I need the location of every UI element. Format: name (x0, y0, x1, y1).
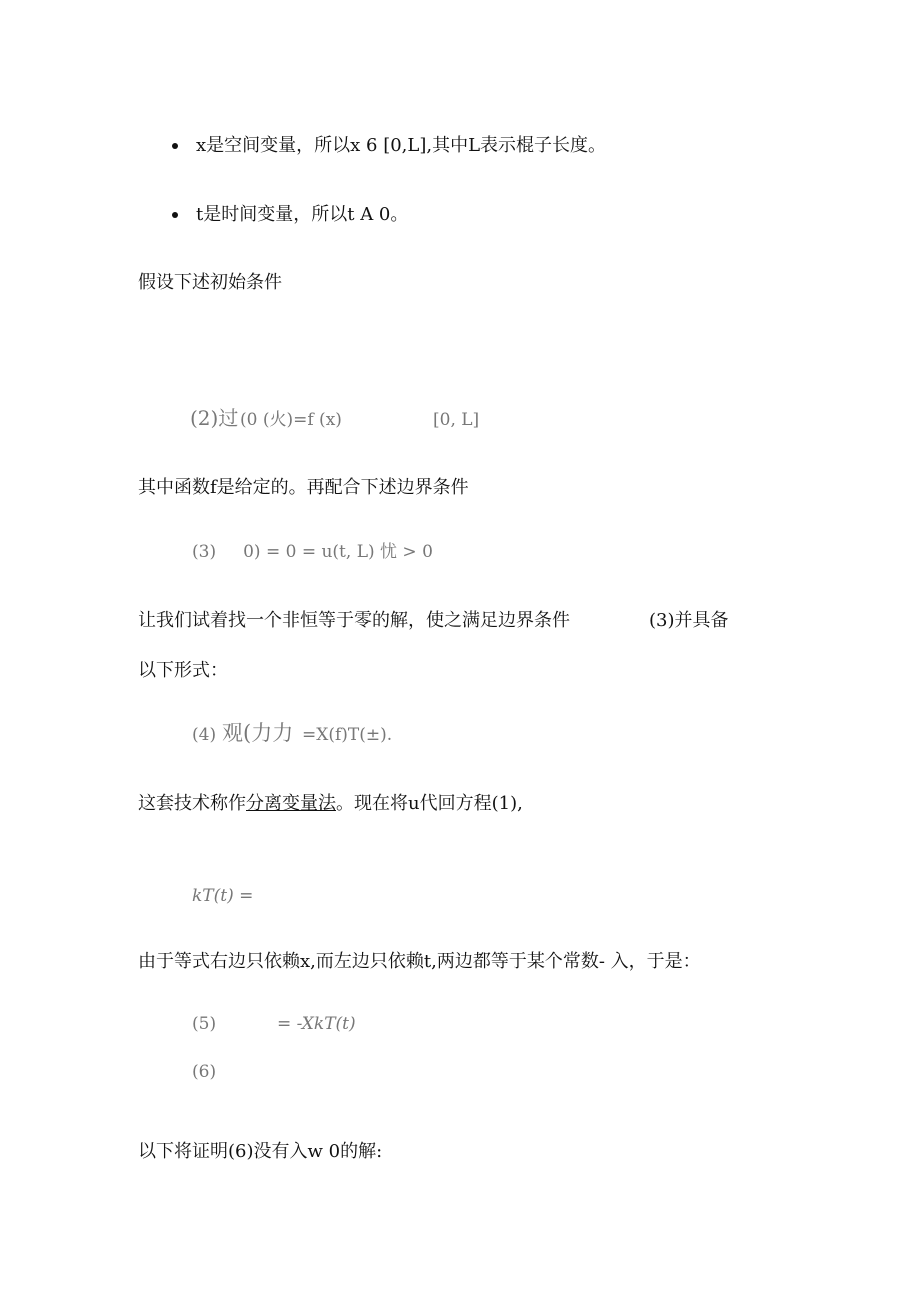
equation-5-body: = -XkT(t) (277, 1014, 356, 1034)
equation-kt: kT(t) = (192, 886, 254, 906)
paragraph-technique (138, 792, 523, 816)
paragraph-try-solution-cont: 以下形式： (138, 660, 228, 681)
technique-suffix: 。现在将u代回方程(1), (336, 793, 523, 814)
paragraph-try-solution: 让我们试着找一个非恒等于零的解，使之满足边界条件 (138, 610, 570, 631)
equation-4-body: =X(f)T(±). (302, 725, 393, 745)
separation-of-variables-link[interactable]: 分离变量法 (246, 793, 336, 814)
paragraph-initial-conditions: 假设下述初始条件 (138, 272, 282, 293)
bullet-item-space-variable: x是空间变量，所以x 6 [0,L],其中L表示棍子长度。 (196, 135, 607, 156)
equation-2-label: (2)过 (190, 406, 239, 430)
equation-6-label: (6) (192, 1062, 217, 1082)
equation-2-domain: [0, L] (433, 410, 480, 430)
bullet-dot (172, 212, 178, 218)
paragraph-try-solution-ref: (3)并具备 (649, 610, 729, 631)
paragraph-f-given: 其中函数f是给定的。再配合下述边界条件 (138, 477, 469, 498)
bullet-dot (172, 143, 178, 149)
equation-2-body: (0 (⽕)=f (x) (240, 410, 342, 430)
equation-5-label: (5) (192, 1014, 217, 1034)
paragraph-rhs-lhs: 由于等式右边只依赖x,而左边只依赖t,两边都等于某个常数- 入，于是： (138, 951, 701, 972)
bullet-item-time-variable: t是时间变量，所以t A 0。 (196, 204, 409, 225)
equation-4-label: (4) (192, 725, 217, 745)
paragraph-prove: 以下将证明(6)没有入w 0的解: (138, 1141, 383, 1162)
equation-4-large-glyphs: 观(力力 (222, 721, 294, 745)
equation-3: (3) 0) = 0 = u(t, L) 忧 > 0 (192, 542, 433, 562)
technique-prefix: 这套技术称作 (138, 793, 246, 814)
